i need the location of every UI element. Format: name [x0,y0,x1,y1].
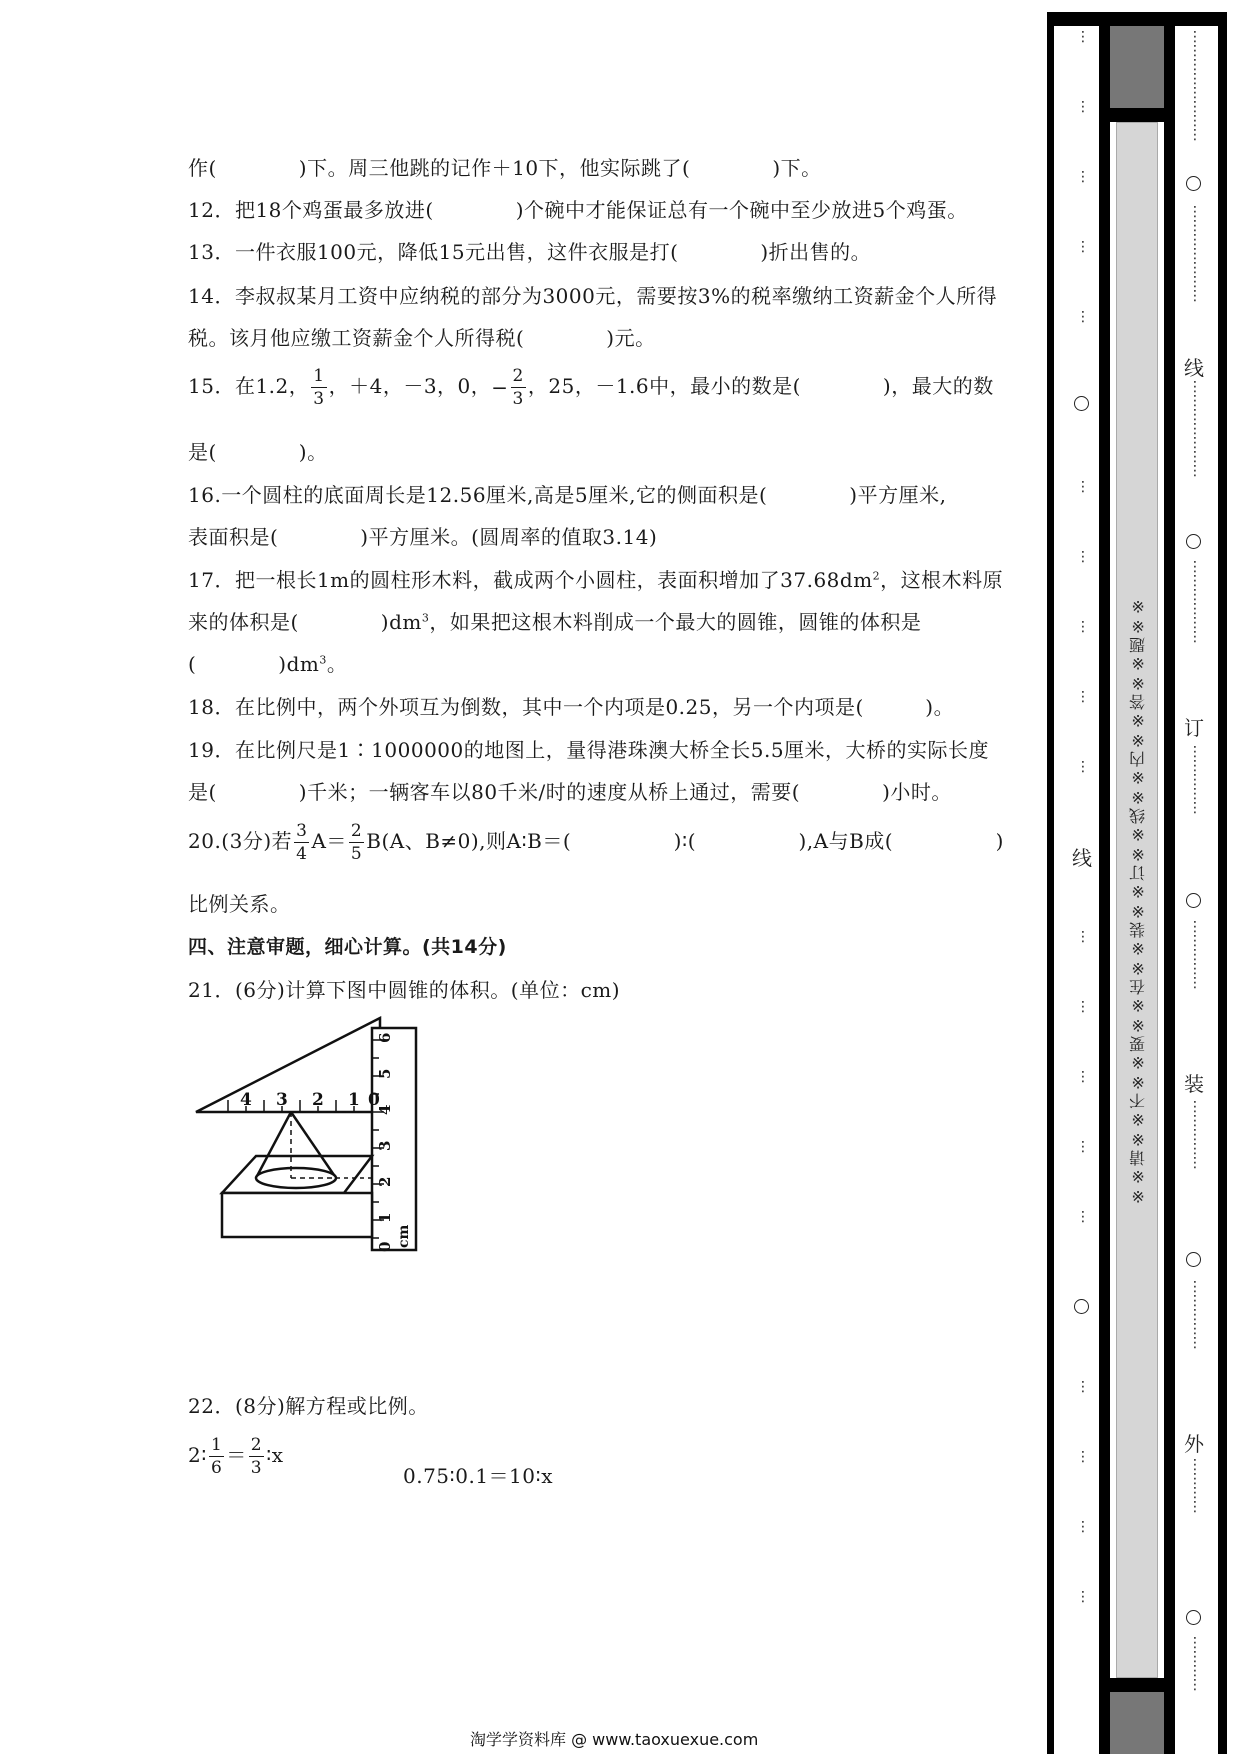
fraction-1-6: $\frac{1}{6}$ [210,1435,223,1478]
eq1-equals: ＝ [226,1443,247,1467]
question-18: 18．在比例中，两个外项互为倒数，其中一个内项是0.25，另一个内项是( )。 [188,695,955,719]
q15-mid: ，＋4，－3，0， [328,374,492,398]
outer-circle-marker [1186,534,1201,549]
q20-suffix: B(A、B≠0),则A∶B＝( )∶( ),A与B成( ) [366,829,1004,853]
ruler-v-label: 5 [376,1068,394,1079]
outer-dotted-line: ⋮ ⋮ ⋮ ⋮ ⋮ [1188,1279,1202,1351]
outer-label-wai: 外 [1184,1432,1204,1456]
q15-prefix: 15．在1.2， [188,374,310,398]
question-19-line2: 是( )千米；一辆客车以80千米/时的速度从桥上通过，需要( )小时。 [188,780,952,804]
binding-gray-bottom [1110,1692,1164,1754]
ruler-v-label: 3 [376,1140,394,1151]
binding-gray-top [1110,26,1164,108]
inner-label-xian: 线 [1072,846,1092,870]
inner-dotted-line: ⋮ ⋮ ⋮ ⋮ ⋮ [1076,929,1090,1225]
question-22-equations [188,1434,284,1479]
binding-bar-outer [1164,26,1175,1754]
q20-mid: A＝ [311,829,347,853]
binding-notice-text: ※※请※※不※※要※※在※※装※※订※※线※※内※※答※※题※※ [1128,596,1148,1206]
ruler-v-label: 0 [376,1241,394,1252]
superscript-2: 2 [872,569,881,583]
question-14-line2: 税。该月他应缴工资薪金个人所得税( )元。 [188,326,656,350]
outer-dotted-line: ⋮ ⋮ ⋮ ⋮ ⋮ [1188,1099,1202,1171]
ruler-h-label: 2 [312,1090,324,1110]
section-4-title: 四、注意审题，细心计算。(共14分) [188,936,507,958]
inner-dotted-line: ⋮ ⋮ ⋮ ⋮ ⋮ [1076,479,1090,775]
outer-label-ding: 订 [1184,716,1204,740]
question-17-line3 [188,648,347,677]
question-12: 12．把18个鸡蛋最多放进( )个碗中才能保证总有一个碗中至少放进5个鸡蛋。 [188,198,968,222]
question-17-line1 [188,564,1003,593]
question-22: 22．(8分)解方程或比例。 [188,1394,429,1418]
binding-top-bar [1110,108,1164,122]
outer-circle-marker [1186,893,1201,908]
question-15-line2: 是( )。 [188,440,328,464]
question-15-line1 [188,365,994,410]
q17-line3-a: ( )dm [188,652,320,676]
cone-figure [190,1010,430,1258]
ruler-v-label: 6 [376,1032,394,1043]
outer-circle-marker [1186,1252,1201,1267]
superscript-3: 3 [319,653,327,667]
binding-right-border [1218,12,1227,1754]
q17-line1-b: ，这根木料原 [880,568,1004,592]
eq1-prefix: 2∶ [188,1443,207,1467]
outer-circle-marker [1186,1610,1201,1625]
ruler-v-label: 1 [376,1212,394,1223]
ruler-h-label: 4 [240,1090,252,1110]
outer-dotted-line: ⋮ ⋮ ⋮ ⋮ ⋮ [1188,744,1202,816]
superscript-3: 3 [421,611,430,625]
outer-dotted-line: ⋮ ⋮ ⋮ ⋮ ⋮ ⋮ ⋮ [1188,204,1202,304]
ruler-h-label: 1 [348,1090,360,1110]
outer-label-xian: 线 [1184,356,1204,380]
outer-dotted-line: ⋮ ⋮ ⋮ ⋮ ⋮ ⋮ [1188,559,1202,645]
inner-circle-marker [1074,396,1089,411]
minus-sign: − [491,375,509,400]
fraction-1-3: $\frac{1}{3}$ [313,366,325,409]
outer-dotted-line: ⋮ ⋮ ⋮ ⋮ ⋮ ⋮ ⋮ ⋮ [1188,29,1202,143]
outer-dotted-line: ⋮ ⋮ ⋮ ⋮ [1188,1457,1202,1515]
ruler-v-label: 4 [376,1104,394,1115]
inner-dotted-line: ⋮ ⋮ ⋮ ⋮ ⋮ [1076,29,1090,325]
binding-bar-inner [1099,26,1110,1754]
question-20-line1 [188,820,1004,865]
question-17-line2 [188,606,921,635]
outer-dotted-line: ⋮ ⋮ ⋮ ⋮ ⋮ ⋮ ⋮ [1188,379,1202,479]
inner-circle-marker [1074,1299,1089,1314]
ruler-h-label: 0 [368,1090,380,1110]
binding-notice-band [1116,122,1158,1678]
outer-label-zhuang: 装 [1184,1072,1204,1096]
footer-watermark: 淘学学资料库 @ www.taoxuexue.com [470,1730,759,1749]
q15-suffix: ，25，－1.6中，最小的数是( )，最大的数 [527,374,994,398]
outer-dotted-line: ⋮ ⋮ ⋮ ⋮ [1188,1635,1202,1693]
q17-line2-a: 来的体积是( )dm [188,610,422,634]
binding-bottom-bar [1110,1678,1164,1692]
ruler-unit-label: cm [396,1224,412,1248]
question-16-line1: 16.一个圆柱的底面周长是12.56厘米,高是5厘米,它的侧面积是( )平方厘米, [188,483,947,507]
fraction-2-5: $\frac{2}{5}$ [350,821,363,864]
question-11-tail: 作( )下。周三他跳的记作＋10下，他实际跳了( )下。 [188,156,822,180]
question-21: 21．(6分)计算下图中圆锥的体积。(单位：cm) [188,978,621,1002]
q17-line3-b: 。 [326,652,348,676]
fraction-2-3: $\frac{2}{3}$ [512,366,524,409]
eq1-suffix: ∶x [266,1443,284,1467]
question-13: 13．一件衣服100元，降低15元出售，这件衣服是打( )折出售的。 [188,240,872,264]
fraction-3-4: $\frac{3}{4}$ [296,821,308,864]
q17-line2-b: ，如果把这根木料削成一个最大的圆锥，圆锥的体积是 [429,610,922,634]
inner-dotted-line: ⋮ ⋮ ⋮ ⋮ [1076,1379,1090,1605]
binding-top-border [1047,12,1227,26]
ruler-h-label: 3 [276,1090,288,1110]
binding-border-left [1047,12,1054,1754]
question-19-line1: 19．在比例尺是1∶1000000的地图上，量得港珠澳大桥全长5.5厘米，大桥的实际长度 [188,738,990,762]
question-20-line2: 比例关系。 [188,892,291,916]
q20-prefix: 20.(3分)若 [188,829,293,853]
outer-circle-marker [1186,176,1201,191]
fraction-2-3: $\frac{2}{3}$ [250,1435,263,1478]
outer-dotted-line: ⋮ ⋮ ⋮ ⋮ ⋮ [1188,919,1202,991]
question-16-line2: 表面积是( )平方厘米。(圆周率的值取3.14) [188,525,658,549]
ruler-v-label: 2 [376,1176,394,1187]
q17-line1-a: 17．把一根长1m的圆柱形木料，截成两个小圆柱，表面积增加了37.68dm [188,568,873,592]
question-14-line1: 14．李叔叔某月工资中应纳税的部分为3000元，需要按3%的税率缴纳工资薪金个人所得 [188,284,998,308]
equation-2: 0.75∶0.1＝10∶x [403,1464,553,1488]
